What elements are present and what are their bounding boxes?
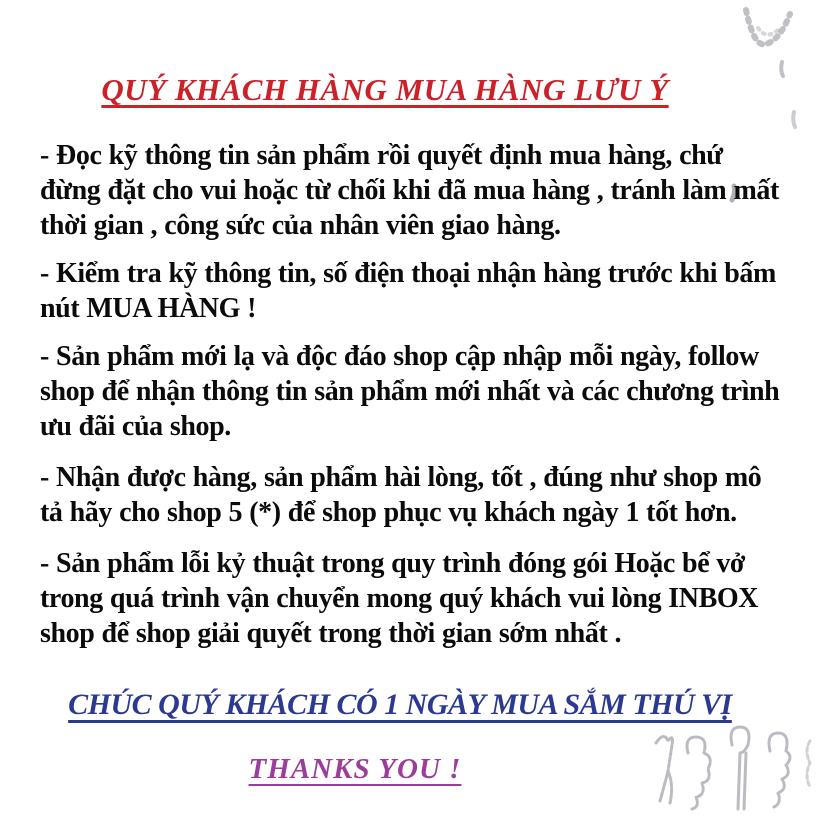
note-read-info: - Đọc kỹ thông tin sản phẩm rồi quyết định mua hàng, chứ đừng đặt cho vui hoặc từ chối khi đã mua hàng , tránh làm mất thời gian , công sức của nhân viên giao hàng. [40, 140, 779, 241]
closing-wish: CHÚC QUÝ KHÁCH CÓ 1 NGÀY MUA SẮM THÚ VỊ [68, 688, 732, 721]
thanks-text: THANKS YOU ! [248, 753, 462, 785]
note-rating: - Nhận được hàng, sản phẩm hài lòng, tốt , đúng như shop mô tả hãy cho shop 5 (*) để shop phục vụ khách ngày 1 tốt hơn. [40, 462, 762, 528]
note-defect-inbox: - Sản phẩm lỗi kỷ thuật trong quy trình đóng gói Hoặc bể vở trong quá trình vận chuyển mong quý khách vui lòng INBOX shop để shop giải quyết trong thời gian sớm nhất . [40, 548, 759, 649]
note-check-phone: - Kiểm tra kỹ thông tin, số điện thoại nhận hàng trước khi bấm nút MUA HÀNG ! [40, 258, 776, 324]
notes-list [40, 138, 782, 664]
note-follow-shop: - Sản phẩm mới lạ và độc đáo shop cập nhập mỗi ngày, follow shop để nhận thông tin sản phẩm mới nhất và các chương trình ưu đãi của shop. [40, 341, 780, 442]
page-title: QUÝ KHÁCH HÀNG MUA HÀNG LƯU Ý [101, 72, 669, 107]
